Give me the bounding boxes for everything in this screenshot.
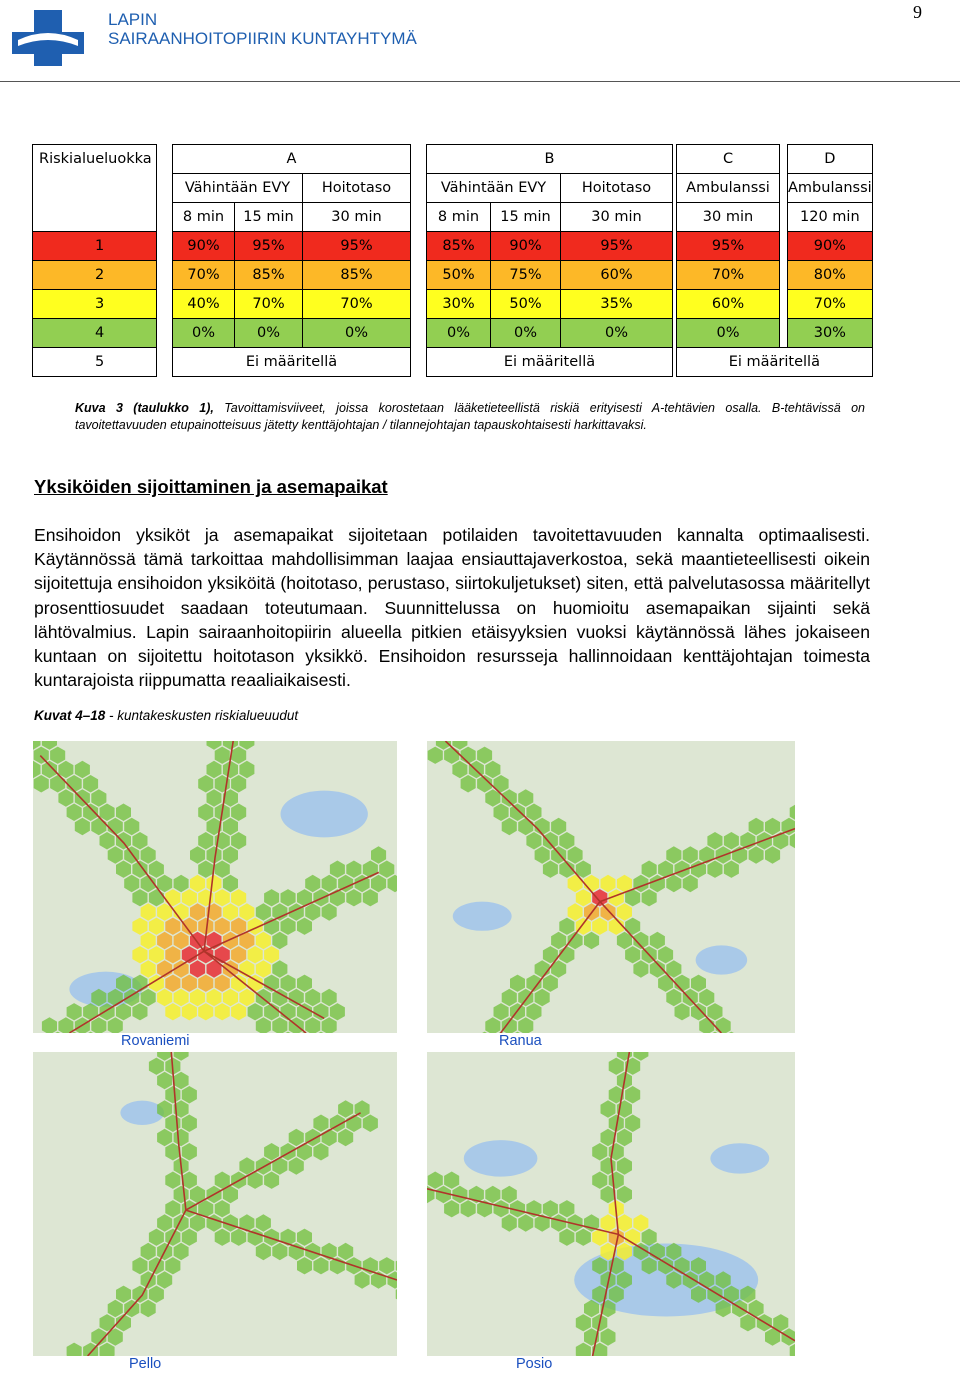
table-cell: Ei määritellä	[677, 348, 873, 377]
map-ranua	[427, 741, 795, 1033]
time-header: 30 min	[677, 203, 780, 232]
table-cell: 70%	[173, 261, 235, 290]
table-gap	[157, 319, 173, 348]
map-ranua-graphic	[427, 741, 795, 1033]
maps-caption	[34, 708, 298, 723]
table-gap	[780, 290, 788, 319]
section-title: Yksiköiden sijoittaminen ja asemapaikat	[34, 476, 388, 497]
map-rovaniemi-graphic	[33, 741, 397, 1033]
table-gap	[411, 261, 427, 290]
section-body: Ensihoidon yksiköt ja asemapaikat sijoitetaan potilaiden tavoitettavuuden kannalta optimaalisesti. Käytännössä tämä tarkoittaa mahdollisimman laajaa ensiauttajaverkostoa, sekä maantieteellisesti oikein sijoitettuja ensihoidon yksiköitä (hoitotaso, perustaso, siirtokuljetukset) siten, että palvelutasossa määritellyt prosenttiosuudet saadaan toteutumaan. Suunnittelussa on huomioitu asemapaikan sijainti sekä lähtövalmius. Lapin sairaanhoitopiirin alueella pitkien etäisyyksien vuoksi käytännössä lähes jokaiseen kuntaan on sijoitettu hoitotason yksikkö. Ensihoidon resursseja hallinnoidaan kenttäjohtajan toimesta kuntarajoista riippumatta reaaliaikaisesti.	[34, 525, 870, 691]
map-label-rovaniemi: Rovaniemi	[121, 1033, 190, 1049]
time-header: 15 min	[235, 203, 303, 232]
table-gap	[411, 290, 427, 319]
time-header: 8 min	[427, 203, 491, 232]
table-row-class-1	[33, 232, 873, 261]
table-cell: 85%	[235, 261, 303, 290]
table-cell: 30%	[427, 290, 491, 319]
time-header: 120 min	[788, 203, 873, 232]
table-gap	[780, 261, 788, 290]
table-cell: 95%	[561, 232, 673, 261]
lake-shape	[710, 1143, 769, 1173]
table-cell: 75%	[491, 261, 561, 290]
page-number: 9	[913, 2, 922, 22]
table-cell: 90%	[173, 232, 235, 261]
table-gap	[411, 203, 427, 232]
map-posio	[427, 1052, 795, 1356]
map-pello	[33, 1052, 397, 1356]
table-cell: 90%	[788, 232, 873, 261]
table-row-class-5	[33, 348, 873, 377]
unit-header: Hoitotaso	[561, 174, 673, 203]
table-cell: Ei määritellä	[173, 348, 411, 377]
table-cell: 50%	[491, 290, 561, 319]
header-divider	[0, 81, 960, 82]
table-gap	[780, 145, 788, 174]
table-cell: 40%	[173, 290, 235, 319]
table-cell: 0%	[561, 319, 673, 348]
table-gap	[157, 232, 173, 261]
table-cell: 70%	[303, 290, 411, 319]
table-row-class-3	[33, 290, 873, 319]
table-cell: 90%	[491, 232, 561, 261]
table-cell: 60%	[677, 290, 780, 319]
table-cell: 50%	[427, 261, 491, 290]
table-cell: 70%	[788, 290, 873, 319]
table-cell: 60%	[561, 261, 673, 290]
table-gap	[157, 174, 173, 203]
risk-class-label: 5	[33, 348, 157, 377]
group-c-header: C	[677, 145, 780, 174]
lake-shape	[696, 945, 748, 974]
lake-shape	[464, 1140, 538, 1176]
unit-header: Hoitotaso	[303, 174, 411, 203]
unit-header: Ambulanssi	[788, 174, 873, 203]
organization-name-line2: SAIRAANHOITOPIIRIN KUNTAYHTYMÄ	[108, 29, 417, 48]
time-header: 15 min	[491, 203, 561, 232]
table-cell: 0%	[173, 319, 235, 348]
table-cell: 0%	[235, 319, 303, 348]
table-gap	[780, 232, 788, 261]
table-cell: 0%	[677, 319, 780, 348]
table-row-class-4	[33, 319, 873, 348]
time-header: 8 min	[173, 203, 235, 232]
risk-class-header: Riskialueluokka	[33, 145, 157, 174]
risk-class-table	[32, 144, 873, 377]
time-header: 30 min	[561, 203, 673, 232]
risk-class-label: 1	[33, 232, 157, 261]
table-caption-text: Tavoittamisviiveet, joissa korostetaan lääketieteellistä riskiä erityisesti A-tehtävien osalla. B-tehtävissä on tavoitettavuuden etupainotteisuus jätetty kenttäjohtajan / tilannejohtajan tapauskohtaisesti harkittavaksi.	[75, 401, 865, 432]
table-caption-label: Kuva 3 (taulukko 1),	[75, 401, 214, 415]
maps-caption-label: Kuvat 4–18	[34, 708, 106, 723]
table-gap	[157, 145, 173, 174]
map-label-pello: Pello	[129, 1356, 162, 1372]
map-pello-graphic	[33, 1052, 397, 1356]
table-caption	[75, 400, 865, 434]
table-gap	[780, 319, 788, 348]
table-cell: 35%	[561, 290, 673, 319]
table-gap	[411, 174, 427, 203]
table-cell: 95%	[677, 232, 780, 261]
table-gap	[157, 348, 173, 377]
group-a-header: A	[173, 145, 411, 174]
table-cell: 0%	[491, 319, 561, 348]
table-gap	[157, 203, 173, 232]
unit-header: Vähintään EVY	[173, 174, 303, 203]
lake-shape	[281, 791, 368, 838]
table-cell: 80%	[788, 261, 873, 290]
table-header-row-units	[33, 174, 873, 203]
table-cell: 85%	[303, 261, 411, 290]
table-cell: Ei määritellä	[427, 348, 673, 377]
table-gap	[157, 290, 173, 319]
table-gap	[157, 261, 173, 290]
table-cell: 95%	[303, 232, 411, 261]
table-row-class-2	[33, 261, 873, 290]
table-header-row-times	[33, 203, 873, 232]
table-cell: 70%	[235, 290, 303, 319]
table-cell	[33, 174, 157, 203]
table-cell: 95%	[235, 232, 303, 261]
unit-header: Ambulanssi	[677, 174, 780, 203]
table-cell: 30%	[788, 319, 873, 348]
table-gap	[411, 145, 427, 174]
table-gap	[411, 319, 427, 348]
map-label-posio: Posio	[516, 1356, 553, 1372]
table-cell	[33, 203, 157, 232]
group-d-header: D	[788, 145, 873, 174]
table-cell: 0%	[427, 319, 491, 348]
lake-shape	[453, 902, 512, 931]
map-posio-graphic	[427, 1052, 795, 1356]
map-rovaniemi	[33, 741, 397, 1033]
table-cell: 85%	[427, 232, 491, 261]
table-cell: 0%	[303, 319, 411, 348]
risk-class-label: 4	[33, 319, 157, 348]
risk-class-label: 3	[33, 290, 157, 319]
group-b-header: B	[427, 145, 673, 174]
table-gap	[411, 348, 427, 377]
table-gap	[411, 232, 427, 261]
organization-name-line1: LAPIN	[108, 10, 158, 29]
cross-logo-icon	[8, 4, 88, 68]
table-header-row-groups	[33, 145, 873, 174]
table-cell: 70%	[677, 261, 780, 290]
map-label-ranua: Ranua	[499, 1033, 542, 1049]
risk-class-label: 2	[33, 261, 157, 290]
time-header: 30 min	[303, 203, 411, 232]
table-gap	[780, 174, 788, 203]
maps-caption-text: - kuntakeskusten riskialueuudut	[105, 708, 299, 723]
unit-header: Vähintään EVY	[427, 174, 561, 203]
table-gap	[780, 203, 788, 232]
